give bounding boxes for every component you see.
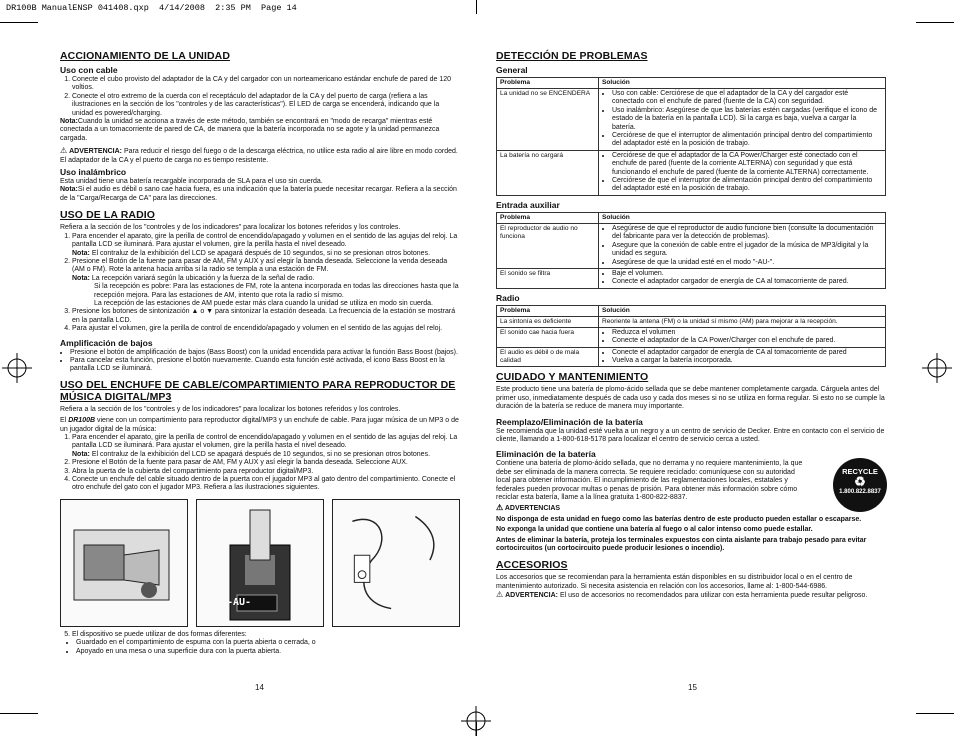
warning: ⚠ ADVERTENCIA: Para reducir el riesgo del fuego o de la descarga eléctrica, no utilice esta radio al aire libre en modo corded. El adaptador de la CA y el puerto de carga no es tiempo resistente. xyxy=(60,146,458,164)
warning-text: Antes de eliminar la batería, proteja los terminales expuestos con cinta aislante para trabajo pesado para evitar cortocircuitos (un cortocircuito puede producir lesiones o incendio). xyxy=(496,536,867,553)
illustration-compartment-door xyxy=(60,499,188,627)
illustration-jack xyxy=(196,499,324,627)
section-title-care: CUIDADO Y MANTENIMIENTO xyxy=(496,371,649,384)
table-aux xyxy=(496,212,886,289)
paragraph: Contiene una batería de plomo-ácido sellada, que no derrama y no requiere mantenimiento, la que debe ser eliminada de la manera correcta. Se requiere reciclado: comuníquese con su autoridad local para obtener información. El incumplimiento de las reglamentaciones locales, estatales y federales pueden provocar multas o penas de prisión. Para obtener más información sobre cómo reciclar esta batería, llame a la línea gratuita 1-800-822-8837. xyxy=(496,460,803,501)
illustrations xyxy=(60,499,460,627)
registration-mark xyxy=(461,706,491,736)
paragraph: Se recomienda que la unidad esté vuelta a un negro y a un centro de servicio de Decker. Entre en contacto con el servicio de cliente, llamando a 1-800-618-5178 para localizar el centro de servicio cerca a usted. xyxy=(496,427,885,443)
list-item: 4. Conecte un enchufe del cable situado dentro de la puerta con el jugador MP3 al gato dentro del compartimiento. Conecte el otro enchufe del gato con el jugador MP3. Refiera a las ilustraciones siguientes. xyxy=(72,476,460,493)
subheading-radio: Radio xyxy=(496,292,520,303)
registration-mark xyxy=(922,353,952,383)
mp3-steps xyxy=(60,434,460,493)
list-item: 1. Para encender el aparato, gire la perilla de control de encendido/apagado y volumen en el sentido de las agujas del reloj. La pantalla LCD se iluminará. Para ajustar el volumen, gire la perilla hasta el nivel deseado. Nota: El contraluz de la exhibición del LCD se apagará después de 10 segundos, si no se presionan otros botones. xyxy=(72,233,460,258)
illustration-mp3-player xyxy=(332,499,460,627)
paragraph: Refiera a la sección de los "controles y de los indicadores" para localizar los botones referidos y los controles. xyxy=(60,405,401,413)
table-row: El reproductor de audio no funciona • Asegúrese de que el reproductor de audio funcione bien (consulte la documentación del fabricante para ver la detección de problemas). • Asegure que la conexión de cable entre el jugador de la música de MP3/digital y la unidad es segura. • Asegúrese de que la unidad esté en el modo "-AU-". xyxy=(497,223,886,268)
list-item: 2. Conecte el otro extremo de la cuerda con el receptáculo del adaptador de la CA y del puerto de carga (refiera a las ilustraciones en la sección de los "controles y de las características"). El LED de carga se encenderá, indicando que la unidad es powered/charging. xyxy=(72,93,460,118)
table-row: El sonido se filtra • Baje el volumen. • Conecte el adaptador cargador de energía de CA al tomacorriente de pared. xyxy=(497,268,886,288)
note: Nota:Cuando la unidad se acciona a través de este método, también se encontrará en "modo de recarga" mientras esté conectada a un tomacorriente de pared de CA, de manera que la batería incorporada no se agote y la unidad permanezca cargada. xyxy=(60,118,440,142)
warning-icon: ⚠ xyxy=(60,146,68,156)
print-header: DR100B ManualENSP 041408.qxp 4/14/2008 2:35 PM Page 14 xyxy=(6,3,297,13)
crop-mark xyxy=(916,22,954,23)
table-radio xyxy=(496,305,886,368)
subheading-replacement: Reemplazo/Eliminación de la batería xyxy=(496,416,643,427)
section-title-power: ACCIONAMIENTO DE LA UNIDAD xyxy=(60,50,231,62)
list-item: • Para cancelar esta función, presione el botón nuevamente. Cuando esta función esté activada, el icono Bass Boost en la pantalla LCD se iluminará. xyxy=(70,357,460,374)
subheading-bass: Amplificación de bajos xyxy=(60,337,153,348)
registration-mark xyxy=(2,353,32,383)
warning: ⚠ ADVERTENCIA: El uso de accesorios no recomendados para utilizar con esta herramienta puede resultar peligroso. xyxy=(496,590,868,600)
column-header: Problema xyxy=(497,305,599,316)
bass-list xyxy=(60,349,460,374)
warning-icon: ⚠ xyxy=(496,503,504,513)
paragraph: Los accesorios que se recomiendan para la herramienta están disponibles en su distribuidor local o en el centro de mantenimiento autorizado. Si necesita asistencia en relación con los accesorios, llame al: 1-800-544-6986. xyxy=(496,574,853,590)
note: Nota:Si el audio es débil o sano cae hacia fuera, es una indicación que la batería puede necesitar recargar. Refiera a la sección de la "Carga/Recarga de CA" para las direcciones. xyxy=(60,186,457,202)
paragraph: Esta unidad tiene una batería recargable incorporada de SLA para el uso sin cuerda. xyxy=(60,178,323,186)
list-item: 1. Conecte el cubo provisto del adaptador de la CA y del cargador con un norteamericano estándar enchufe de pared de 120 voltios. xyxy=(72,76,460,93)
column-header: Problema xyxy=(497,212,599,223)
paragraph: Refiera a la sección de los "controles y de los indicadores" para localizar los botones referidos y los controles. xyxy=(60,224,401,232)
warning-icon: ⚠ xyxy=(496,590,504,600)
section-title-mp3: USO DEL ENCHUFE DE CABLE/COMPARTIMIENTO PARA REPRODUCTOR DE MÚSICA DIGITAL/MP3 xyxy=(60,378,456,403)
mp3-usage-list xyxy=(60,639,460,656)
warnings-heading: ⚠ ADVERTENCIAS xyxy=(496,503,561,513)
subheading-general: General xyxy=(496,65,528,75)
paragraph: El DR100B viene con un compartimiento para reproductor digital/MP3 y un enchufe de cable. Para jugar música de un MP3 o de un jugador digital de la música: xyxy=(60,417,459,433)
section-title-accessories: ACCESORIOS xyxy=(496,559,568,572)
table-row: La unidad no se ENCENDERA • Uso con cable: Cerciórese de que el adaptador de la CA y del cargador esté conectado con el enchufe de pared (fuente de la CA) con seguridad. • Uso inalámbrico: Asegúrese de que las baterías estén cargadas (verifique el icono de estado de la batería en la pantalla LCD). Si la carga es baja, vuelva a cargar la batería. • Cerciórese de que el interruptor de alimentación principal dentro del compartimiento del adaptador esté en la posición de trabajo. xyxy=(497,89,886,151)
lcd-readout: -AU- xyxy=(227,596,252,608)
list-item: 5. El dispositivo se puede utilizar de dos formas diferentes: xyxy=(72,631,460,639)
recycle-icon: ♻ xyxy=(854,474,866,489)
table-row: La sintonía es deficiente Reoriente la antena (FM) o la unidad sí mismo (AM) para mejorar a la recepción. xyxy=(497,316,886,327)
list-item: 2. Presione el Botón de la fuente para pasar de AM, FM y AUX y así elegir la banda deseada. Seleccione la venda deseada (AM o FM). Rote la antena hacia arriba si la radio se templa a una estación de FM. Nota: La recepción variará según la ubicación y la fuerza de la señal de radio. Si la recepción es pobre: Para las estaciones de FM, rote la antena incorporada en todas las direcciones hasta que la recepción mejora. Para las estaciones de AM, intento que rota la radio sí mismo. La recepción de las estaciones de AM puede estar más clara cuando la unidad se utiliza en modo sin cuerda. xyxy=(72,258,460,308)
table-row: El audio es débil o de mala calidad • Conecte el adaptador cargador de energía de CA al tomacorriente de pared • Vuelva a cargar la batería incorporada. xyxy=(497,347,886,367)
corded-steps xyxy=(60,76,460,118)
subheading-disposal: Eliminación de la batería xyxy=(496,449,596,460)
list-item: • Presione el botón de amplificación de bajos (Bass Boost) con la unidad encendida para activar la función Bass Boost (bajos). xyxy=(70,349,460,357)
column-header: Solución xyxy=(599,305,886,316)
crop-mark xyxy=(476,0,477,14)
list-item: 3. Abra la puerta de la cubierta del compartimiento para reproductor digital/MP3. xyxy=(72,468,460,476)
crop-mark xyxy=(916,713,954,714)
column-header: Solución xyxy=(599,212,886,223)
list-item: 3. Presione los botones de sintonización ▲ o ▼ para sintonizar la estación deseada. La frecuencia de la estación se mostrará en la pantalla LCD. xyxy=(72,308,460,325)
subheading-wireless: Uso inalámbrico xyxy=(60,167,127,178)
right-page xyxy=(496,50,886,601)
section-title-troubleshooting: DETECCIÓN DE PROBLEMAS xyxy=(496,50,648,62)
page-number-right: 15 xyxy=(688,683,697,692)
list-item: 2. Presione el Botón de la fuente para pasar de AM, FM y AUX y así elegir la banda deseada. Seleccione AUX. xyxy=(72,459,460,467)
table-row: El sonido cae hacia fuera • Reduzca el volumen • Conecte el adaptador de la CA Power/Charger con el enchufe de pared. xyxy=(497,327,886,347)
warning-text: No disponga de esta unidad en fuego como las baterías dentro de este producto pueden estallar o escaparse. xyxy=(496,515,862,523)
jack-illustration xyxy=(197,500,323,626)
page-number-left: 14 xyxy=(255,683,264,692)
crop-mark xyxy=(0,22,38,23)
radio-steps xyxy=(60,233,460,334)
paragraph: Este producto tiene una batería de plomo-ácido sellada que se debe mantener completamente cargada. Cárguela antes del primer uso, inmediatamente después de cada uso y cada dos meses si no se utiliza en forma regular. Si esto no se cumple la duración de la batería se reduce de manera muy importante. xyxy=(496,386,885,411)
recycle-seal: RECYCLE ♻ 1.800.822.8837 xyxy=(833,458,887,512)
mp3-step-5 xyxy=(60,631,460,639)
table-row: La batería no cargará • Cerciórese de que el adaptador de la CA Power/Charger esté conectado con el enchufe de pared (fuente de la corriente ALTERNA) con seguridad y que está funcionando el enchufe de pared (fuente de la corriente ALTERNA) correctamente. • Cerciórese de que el interruptor de alimentación principal dentro del compartimiento del adaptador esté en la posición de trabajo. xyxy=(497,150,886,195)
warning-text: No exponga la unidad que contiene una batería al fuego o al calor intenso como puede estallar. xyxy=(496,526,813,534)
mp3-illustration xyxy=(333,500,459,626)
left-page xyxy=(60,50,460,656)
radio-illustration xyxy=(61,500,187,626)
table-general xyxy=(496,77,886,196)
list-item: • Guardado en el compartimiento de espuma con la puerta abierta o cerrada, o xyxy=(76,639,460,647)
list-item: 4. Para ajustar el volumen, gire la perilla de control de encendido/apagado y volumen en el sentido de las agujas del reloj. xyxy=(72,325,460,333)
subheading-aux: Entrada auxiliar xyxy=(496,199,560,210)
column-header: Problema xyxy=(497,78,599,89)
column-header: Solución xyxy=(599,78,886,89)
list-item: • Apoyado en una mesa o una superficie dura con la puerta abierta. xyxy=(76,648,460,656)
subheading-corded: Uso con cable xyxy=(60,65,118,75)
crop-mark xyxy=(0,713,38,714)
list-item: 1. Para encender el aparato, gire la perilla de control de encendido/apagado y volumen en el sentido de las agujas del reloj. La pantalla LCD se iluminará. Para ajustar el volumen, gire la perilla hasta el nivel deseado. Nota: El contraluz de la exhibición del LCD se apagará después de 10 segundos, si no se presionan otros botones. xyxy=(72,434,460,459)
section-title-radio: USO DE LA RADIO xyxy=(60,209,156,222)
